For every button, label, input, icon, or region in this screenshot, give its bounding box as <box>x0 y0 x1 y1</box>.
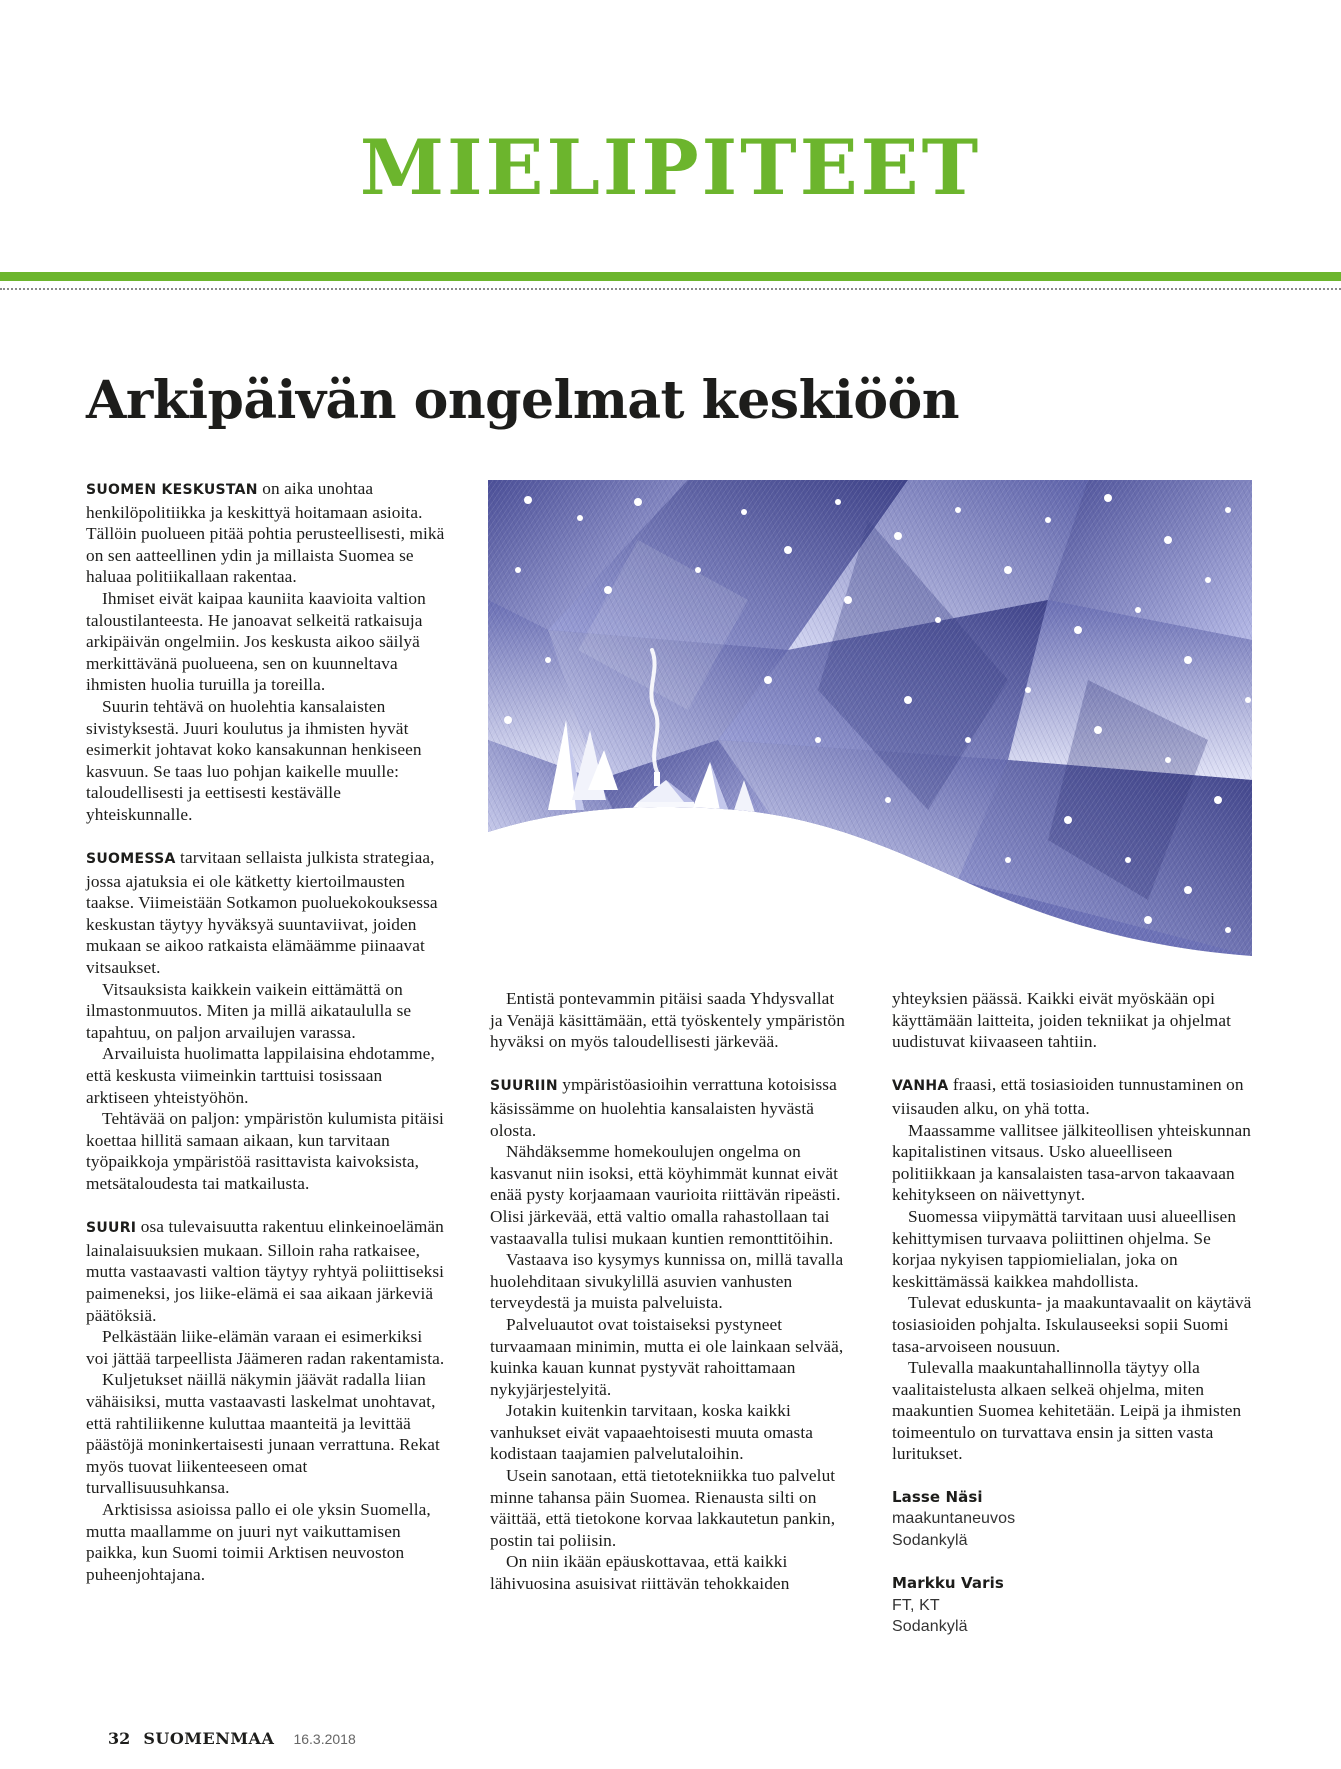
paragraph: yhteyksien päässä. Kaikki eivät myöskään opi käyttämään laitteita, joiden tekniikat ja ohjelmat uudistuvat kiivaaseen tahtiin. <box>892 989 1231 1052</box>
paragraph: tarvitaan sellaista julkista strategiaa, jossa ajatuksia ei ole kätketty kiertoilmausten taakse. Viimeistään Sotkamon puoluekokouksessa keskustan täytyy hyväksyä suuntaviivat, joiden mukaan se aikoo ratkaista elämäämme piinaavat vitsaukset. <box>86 848 438 978</box>
paragraph: Kuljetukset näillä näkymin jäävät radalla liian vähäisiksi, mutta vastaavasti laskelmat unohtavat, että rahtiliikenne kuluttaa maanteitä ja levittää päästöjä moninkertaisesti junaan verrattuna. Rekat myös tuovat liikenteeseen omat turvallisuusuhkansa. <box>86 1370 440 1498</box>
author-name: Lasse Näsi <box>892 1487 983 1506</box>
paragraph: Tulevat eduskunta- ja maakuntavaalit on käytävä tosiasioiden pohjalta. Iskulauseeksi sopii Suomi tasa-arvoiseen nousuun. <box>892 1293 1252 1356</box>
lead-word: VANHA <box>892 1078 949 1095</box>
paragraph: Entistä pontevammin pitäisi saada Yhdysvallat ja Venäjä käsittämään, että työskentely ympäristön hyväksi on myös taloudellisesti järkevää. <box>490 989 846 1052</box>
paragraph: Arktisissa asioissa pallo ei ole yksin Suomella, mutta maallamme on juuri nyt vaikuttamisen paikka, kun Suomi toimii Arktisen neuvoston puheenjohtajana. <box>86 1499 431 1584</box>
paragraph: Usein sanotaan, että tietotekniikka tuo palvelut minne tahansa päin Suomea. Rienausta silti on väittää, että tietokone korvaa lakkautetun pankin, postin tai poliisin. <box>490 1466 836 1550</box>
author-name: Markku Varis <box>892 1574 1004 1593</box>
article-column-2 <box>490 988 850 1595</box>
paragraph: fraasi, että tosiasioiden tunnustaminen on viisauden alku, on yhä totta. <box>892 1075 1244 1118</box>
header-dotted-rule <box>0 288 1341 290</box>
paragraph: Suurin tehtävä on huolehtia kansalaisten sivistyksestä. Juuri koulutus ja ihmisten hyvät esimerkit johtavat koko kansakunnan henkiseen kasvuun. Se taas luo pohjan kaikelle muulle: taloudellisesti ja eettisesti kestävälle yhteiskunnalle. <box>86 696 422 824</box>
author-title: maakuntaneuvos <box>892 1510 1016 1528</box>
section-title: MIELIPITEET <box>359 123 982 212</box>
magazine-name: SUOMENMAA <box>143 1729 275 1748</box>
winter-night-landscape-illustration <box>488 480 1252 956</box>
lead-word: SUURIIN <box>490 1078 558 1095</box>
paragraph: Maassamme vallitsee jälkiteollisen yhteiskunnan kapitalistinen vitsaus. Usko alueelliseen politiikkaan ja kansalaisten tasa-arvon takaavaan kehitykseen on näivettynyt. <box>892 1120 1252 1205</box>
paragraph: on aika unohtaa henkilöpolitiikka ja keskittyä hoitamaan asioita. Tällöin puolueen pitää pohtia perusteellisesti, mikä on sen aatteellinen ydin ja millaista Suomea se haluaa politiikallaan rakentaa. <box>86 479 445 587</box>
paragraph: ympäristöasioihin verrattuna kotoisissa käsissämme on huolehtia kansalaisten hyvästä olosta. <box>490 1075 837 1140</box>
lead-word: SUURI <box>86 1220 137 1237</box>
paragraph: Vitsauksista kaikkein vaikein eittämättä on ilmastonmuutos. Miten ja millä aikataululla se tapahtuu, on paljon arvailujen varassa. <box>86 979 412 1042</box>
header-green-rule <box>0 272 1341 281</box>
author-signature-2 <box>892 1573 1252 1638</box>
lead-word: SUOMEN KESKUSTAN <box>86 482 258 498</box>
paragraph: Tulevalla maakuntahallinnolla täytyy olla vaalitaistelusta alkaen selkeä ohjelma, miten maakuntien Suomea kehitetään. Leipä ja ihmisten toimeentulo on turvattava ensin ja sitten vasta luritukset. <box>892 1358 1242 1464</box>
issue-date: 16.3.2018 <box>293 1731 356 1747</box>
paragraph: Tehtävää on paljon: ympäristön kulumista pitäisi koettaa hillitä samaan aikaan, kun tarvitaan työpaikkoja ympäristöä rasittavista kaivoksista, metsätaloudesta tai matkailusta. <box>86 1109 444 1193</box>
paragraph: Palveluautot ovat toistaiseksi pystyneet turvaamaan minimin, mutta ei ole lainkaan selvää, kuinka kauan kunnat pystyvät rahoittamaan nykyjärjestelyitä. <box>490 1314 844 1399</box>
paragraph: Arvailuista huolimatta lappilaisina ehdotamme, että keskusta viimeinkin tarttuisi tosissaan arktiseen yhteistyöhön. <box>86 1044 435 1107</box>
article-column-1 <box>86 478 446 1585</box>
author-title: FT, KT <box>892 1596 940 1614</box>
paragraph: On niin ikään epäuskottavaa, että kaikki lähivuosina asuisivat riittävän tehokkaiden <box>490 1552 790 1594</box>
article-headline: Arkipäivän ongelmat keskiöön <box>86 370 960 431</box>
author-place: Sodankylä <box>892 1618 968 1636</box>
paragraph: Nähdäksemme homekoulujen ongelma on kasvanut niin isoksi, että köyhimmät kunnat eivät enää pysty korjaamaan vaurioita riittävän ripeästi. Olisi järkevää, että valtio omalla rahastollaan tai vastaavalla tulisi mukaan kuntien remonttitöihin. <box>490 1142 841 1248</box>
page-number: 32 <box>108 1729 131 1748</box>
paragraph: osa tulevaisuutta rakentuu elinkeinoelämän lainalaisuuksien mukaan. Silloin raha ratkaisee, mutta vastaavasti valtion täytyy ryhtyä poliittiseksi paimeneksi, jos liike-elämä ei saa aikaan järkeviä päätöksiä. <box>86 1217 445 1325</box>
paragraph: Pelkästään liike-elämän varaan ei esimerkiksi voi jättää tarpeellista Jäämeren radan rakentamista. <box>86 1327 445 1368</box>
paragraph: Suomessa viipymättä tarvitaan uusi alueellisen kehittymisen turvaava poliittinen ohjelma. Se korjaa nykyisen tappiomielialan, joka on keskittämässä kaikkea mahdollista. <box>892 1206 1237 1291</box>
author-signature-1 <box>892 1487 1252 1552</box>
lead-word: SUOMESSA <box>86 851 176 868</box>
article-column-3 <box>892 988 1252 1638</box>
paragraph: Vastaava iso kysymys kunnissa on, millä tavalla huolehditaan sivukylillä asuvien vanhusten terveydestä ja muista palveluista. <box>490 1250 844 1313</box>
paragraph: Ihmiset eivät kaipaa kauniita kaavioita valtion taloustilanteesta. He janoavat selkeitä ratkaisuja arkipäivän ongelmiin. Jos keskusta aikoo säilyä merkittävänä puolueena, sen on kuunneltava ihmisten huolia turuilla ja toreilla. <box>86 588 426 695</box>
author-place: Sodankylä <box>892 1531 968 1549</box>
paragraph: Jotakin kuitenkin tarvitaan, koska kaikki vanhukset eivät vapaaehtoisesti muuta omasta kodistaan taajamien palvelutaloihin. <box>490 1401 814 1464</box>
page-footer <box>108 1731 356 1747</box>
